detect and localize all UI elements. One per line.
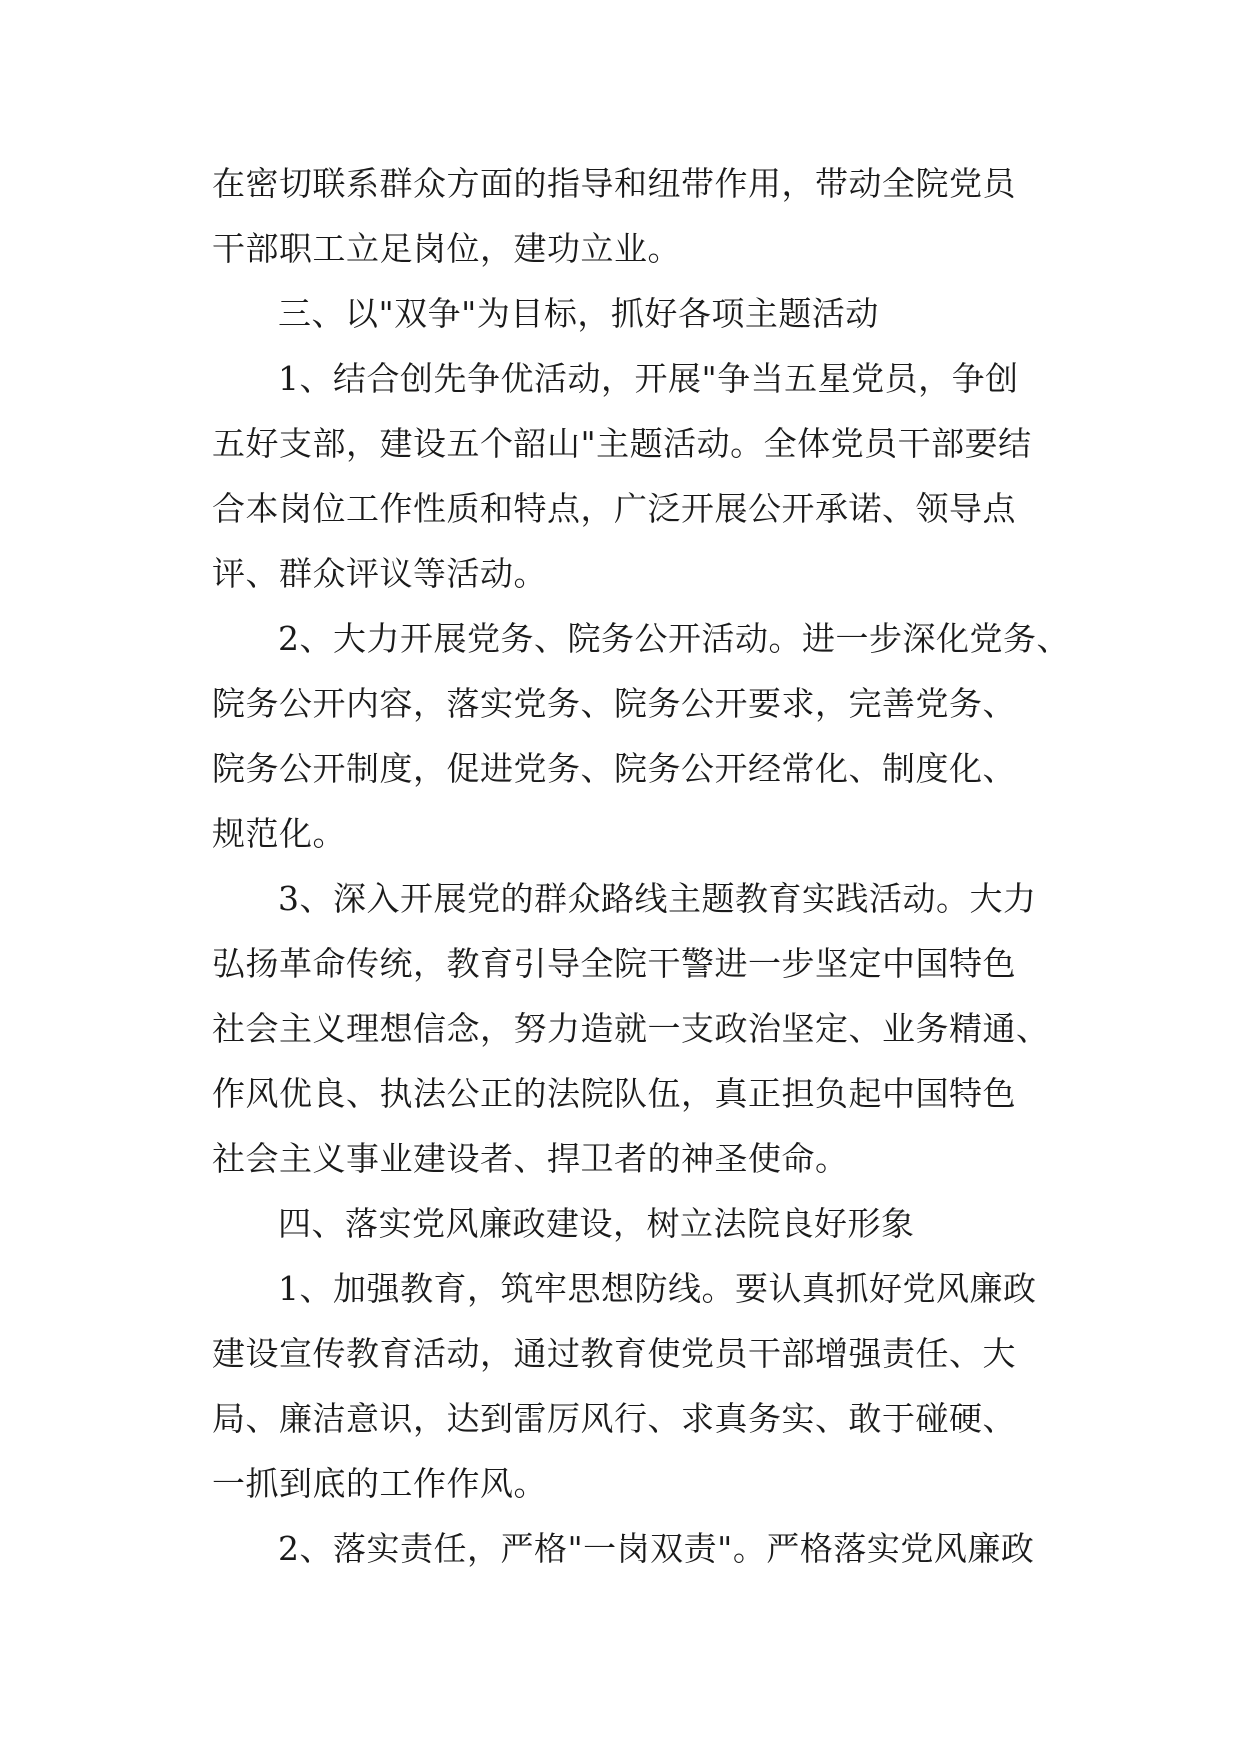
- text-line: 社会主义理想信念，努力造就一支政治坚定、业务精通、: [212, 1009, 1050, 1048]
- text-line: 1、结合创先争优活动，开展"争当五星党员，争创: [278, 359, 1019, 398]
- section-heading: 三、以"双争"为目标，抓好各项主题活动: [278, 294, 879, 333]
- text-line: 2、大力开展党务、院务公开活动。进一步深化党务、: [278, 619, 1070, 658]
- text-line: 合本岗位工作性质和特点，广泛开展公开承诺、领导点: [212, 489, 1016, 528]
- text-line: 社会主义事业建设者、捍卫者的神圣使命。: [212, 1139, 849, 1178]
- section-heading: 四、落实党风廉政建设，树立法院良好形象: [278, 1204, 915, 1243]
- text-line: 2、落实责任，严格"一岗双责"。严格落实党风廉政: [278, 1529, 1035, 1568]
- text-line: 五好支部，建设五个韶山"主题活动。全体党员干部要结: [212, 424, 1032, 463]
- text-line: 3、深入开展党的群众路线主题教育实践活动。大力: [278, 879, 1037, 918]
- text-line: 建设宣传教育活动，通过教育使党员干部增强责任、大: [212, 1334, 1016, 1373]
- text-line: 院务公开内容，落实党务、院务公开要求，完善党务、: [212, 684, 1016, 723]
- text-line: 评、群众评议等活动。: [212, 554, 547, 593]
- text-line: 弘扬革命传统，教育引导全院干警进一步坚定中国特色: [212, 944, 1016, 983]
- text-line: 干部职工立足岗位，建功立业。: [212, 229, 681, 268]
- text-line: 规范化。: [212, 814, 346, 853]
- text-line: 1、加强教育，筑牢思想防线。要认真抓好党风廉政: [278, 1269, 1037, 1308]
- text-line: 局、廉洁意识，达到雷厉风行、求真务实、敢于碰硬、: [212, 1399, 1016, 1438]
- text-line: 作风优良、执法公正的法院队伍，真正担负起中国特色: [212, 1074, 1016, 1113]
- text-line: 在密切联系群众方面的指导和纽带作用，带动全院党员: [212, 164, 1016, 203]
- text-line: 院务公开制度，促进党务、院务公开经常化、制度化、: [212, 749, 1016, 788]
- text-line: 一抓到底的工作作风。: [212, 1464, 547, 1503]
